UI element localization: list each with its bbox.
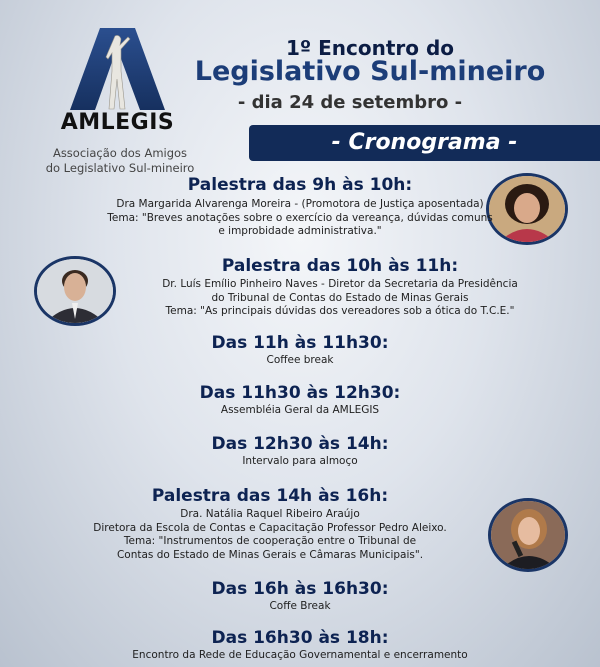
event-title-line-2: Legislativo Sul-mineiro — [194, 56, 546, 87]
schedule-item-line: Intervalo para almoço — [242, 455, 358, 467]
schedule-item-line: Dr. Luís Emílio Pinheiro Naves - Diretor da Secretaria da Presidência — [162, 278, 518, 290]
schedule-item-title: Palestra das 14h às 16h: — [151, 486, 389, 506]
schedule-item-line: Diretora da Escola de Contas e Capacitação Professor Pedro Aleixo. — [93, 521, 447, 534]
schedule-item-line: Assembléia Geral da AMLEGIS — [220, 404, 380, 416]
schedule-item-title: Palestra das 10h às 11h: — [221, 256, 459, 276]
schedule-item — [80, 256, 600, 319]
association-tagline — [40, 146, 200, 176]
schedule-item — [10, 486, 530, 562]
event-title-line-1: 1º Encontro do — [285, 36, 455, 60]
tagline-line: Associação dos Amigos — [52, 146, 188, 160]
schedule-item — [40, 333, 560, 368]
brand-name: AMLEGIS — [60, 110, 175, 135]
schedule-item-title: Das 12h30 às 14h: — [211, 434, 389, 454]
schedule-banner — [249, 125, 600, 161]
schedule-item — [40, 383, 560, 418]
schedule-item-line: Coffee break — [266, 354, 334, 366]
schedule-item-title: Das 11h30 às 12h30: — [199, 383, 401, 403]
schedule-item-line: Encontro da Rede de Educação Governamental e encerramento — [132, 649, 468, 661]
schedule-item — [40, 628, 560, 663]
schedule-item-line: Dra. Natália Raquel Ribeiro Araújo — [180, 508, 360, 520]
schedule-item-line: Tema: "Instrumentos de cooperação entre o Tribunal de — [123, 535, 417, 547]
schedule-banner-label: - Cronograma - — [331, 130, 518, 155]
schedule-item-line: Coffe Break — [269, 600, 331, 612]
event-date: - dia 24 de setembro - — [237, 92, 463, 113]
schedule-item — [40, 175, 560, 239]
amlegis-logo — [40, 28, 195, 175]
schedule-item-line: e improbidade administrativa." — [218, 225, 382, 237]
schedule-item-line: Contas do Estado de Minas Gerais e Câmaras Municipais". — [116, 548, 424, 561]
schedule-item-line: Dra Margarida Alvarenga Moreira - (Promotora de Justiça aposentada) — [116, 198, 484, 210]
schedule-item-title: Das 16h30 às 18h: — [211, 628, 389, 648]
schedule-item-title: Das 16h às 16h30: — [211, 579, 389, 599]
schedule-item-line: Tema: "Breves anotações sobre o exercício da vereança, dúvidas comuns — [107, 211, 493, 224]
schedule-item-line: Tema: "As principais dúvidas dos vereadores sob a ótica do T.C.E." — [165, 305, 515, 317]
schedule-item — [40, 434, 560, 469]
tagline-line: do Legislativo Sul-mineiro — [45, 161, 195, 175]
schedule-item — [40, 579, 560, 614]
schedule-item-title: Palestra das 9h às 10h: — [187, 175, 413, 195]
schedule-item-line: do Tribunal de Contas do Estado de Minas Gerais — [211, 291, 469, 304]
amlegis-statue-letter-a-logo — [70, 28, 165, 110]
schedule-item-title: Das 11h às 11h30: — [211, 333, 389, 353]
